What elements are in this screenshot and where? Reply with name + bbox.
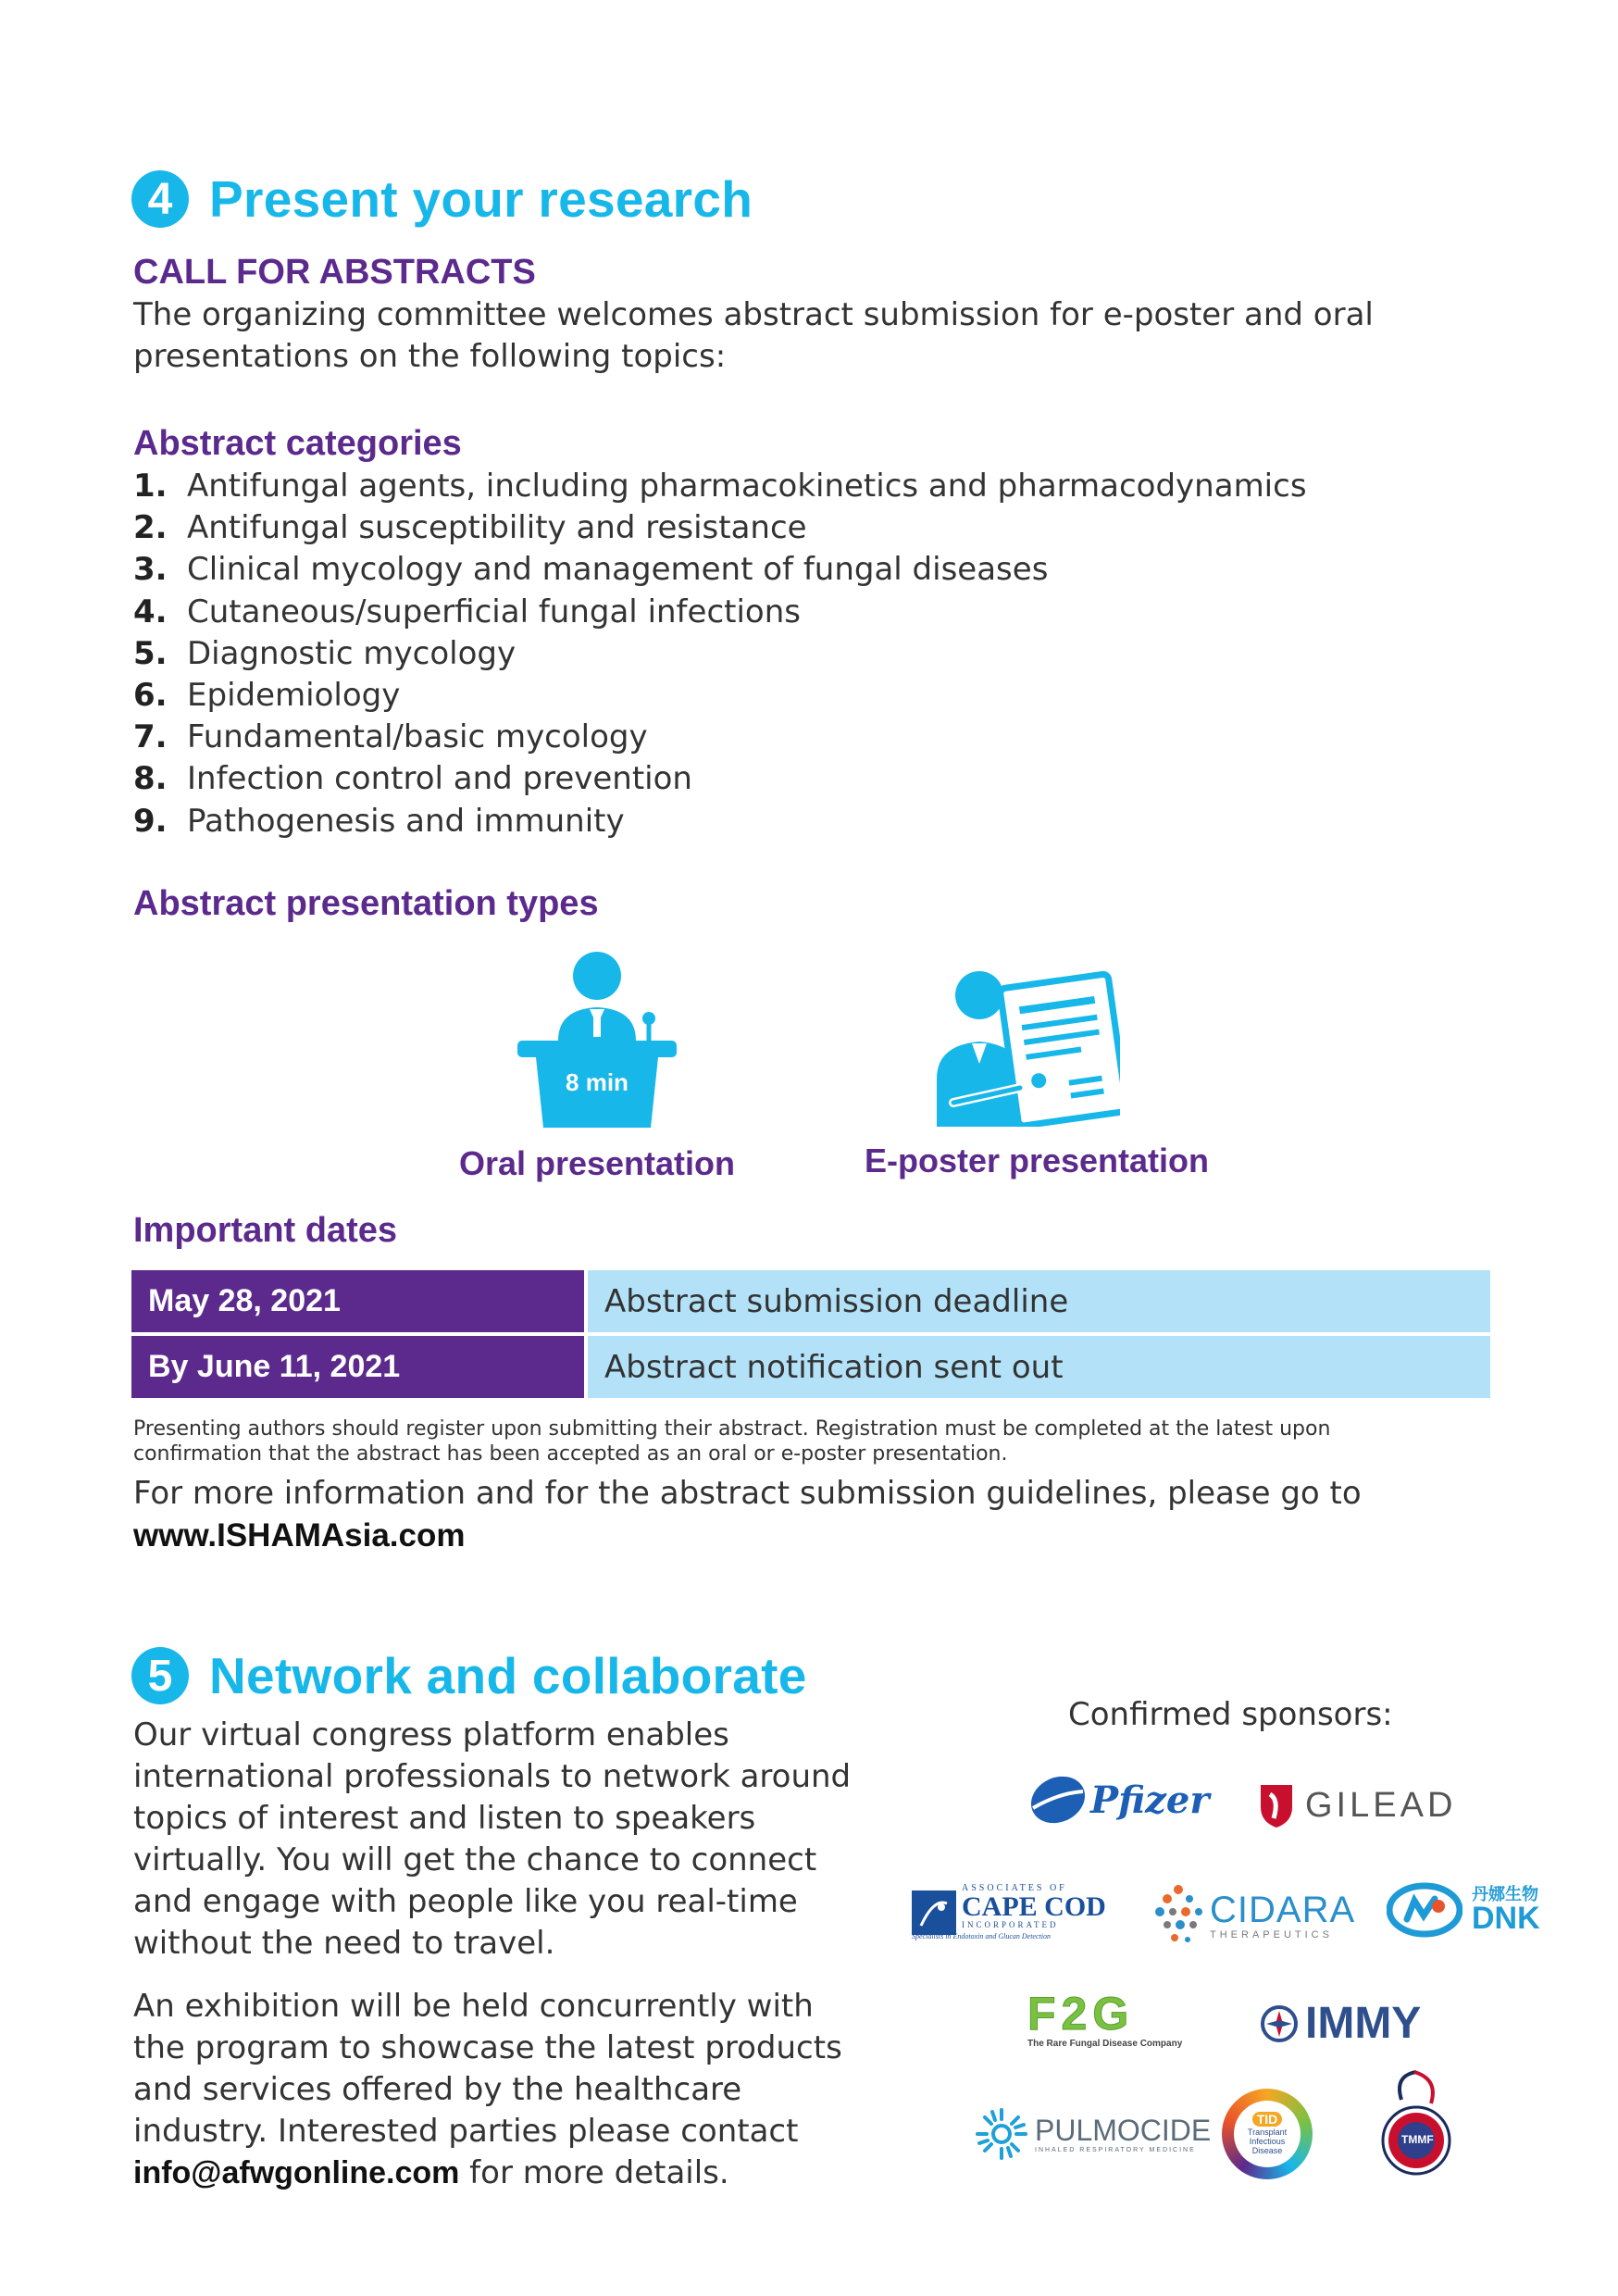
dates-table bbox=[131, 1270, 1490, 1398]
eposter-label: E-poster presentation bbox=[864, 1142, 1210, 1179]
section-5-heading bbox=[131, 1646, 807, 1705]
table-row bbox=[131, 1334, 1490, 1398]
list-item: 2. Antifungal susceptibility and resistance bbox=[133, 509, 807, 547]
pfizer-pill-icon bbox=[1027, 1773, 1089, 1827]
gilead-logo: GILEAD bbox=[1257, 1781, 1456, 1829]
immy-logo: IMMY bbox=[1261, 1998, 1421, 2049]
more-info: For more information and for the abstract submission guidelines, please go to www.ISHAMAsia.com bbox=[133, 1473, 1362, 1556]
list-item: 4. Cutaneous/superficial fungal infections bbox=[133, 593, 801, 630]
important-dates-heading: Important dates bbox=[133, 1211, 398, 1250]
email-link[interactable]: info@afwgonline.com bbox=[133, 2155, 460, 2190]
immy-compass-icon bbox=[1261, 2005, 1298, 2042]
call-for-abstracts-heading: CALL FOR ABSTRACTS bbox=[133, 253, 536, 292]
number-badge: 4 bbox=[131, 170, 189, 228]
website-link[interactable]: www.ISHAMAsia.com bbox=[133, 1517, 466, 1554]
section-title: Network and collaborate bbox=[209, 1647, 807, 1704]
tid-emblem: TID Transplant Infectious Disease bbox=[1222, 2089, 1313, 2179]
section-4-heading bbox=[131, 169, 753, 229]
network-paragraph: Our virtual congress platform enables international professionals to network around topics of interest and listen to speakers virtually. You will get the chance to connect and engage with people like you real-time without the need to travel. bbox=[133, 1716, 852, 1962]
categories-list bbox=[133, 466, 1307, 842]
cidara-dots-icon bbox=[1152, 1884, 1204, 1947]
presentation-types-heading: Abstract presentation types bbox=[133, 884, 599, 923]
tid-logo bbox=[1222, 2089, 1313, 2179]
list-item: 7. Fundamental/basic mycology bbox=[133, 718, 648, 756]
pulmocide-sunburst-icon bbox=[974, 2106, 1029, 2162]
date-cell: By June 11, 2021 bbox=[131, 1334, 586, 1398]
dnk-emblem-icon bbox=[1387, 1882, 1462, 1938]
event-cell: Abstract submission deadline bbox=[586, 1270, 1490, 1334]
capecod-emblem-icon bbox=[912, 1890, 956, 1935]
eposter-presentation bbox=[833, 967, 1240, 1180]
sponsors-heading: Confirmed sponsors: bbox=[1068, 1696, 1393, 1733]
registration-note: Presenting authors should register upon submitting their abstract. Registration must be completed at the latest upon confirmation that the abstract has been accepted as an oral or e-poster presentation. bbox=[133, 1417, 1331, 1466]
cidara-logo: CIDARA THERAPEUTICS bbox=[1152, 1884, 1355, 1947]
list-item: 3. Clinical mycology and management of fungal diseases bbox=[133, 551, 1049, 589]
poster-presenter-icon bbox=[935, 967, 1120, 1127]
exhibition-paragraph: An exhibition will be held concurrently with the program to showcase the latest products and services offered by the healthcare industry. Interested parties please contact info@afwgonline.com for more details. bbox=[133, 1988, 842, 2191]
tmmf-logo: TMMF bbox=[1379, 2066, 1455, 2181]
capecod-logo: ASSOCIATES OF CAPE COD INCORPORATED Specialists in Endotoxin and Glucan Detection bbox=[912, 1883, 1106, 1940]
categories-heading: Abstract categories bbox=[133, 424, 462, 463]
list-item: 8. Infection control and prevention bbox=[133, 760, 692, 798]
number-badge: 5 bbox=[131, 1647, 189, 1704]
intro-text: The organizing committee welcomes abstract submission for e-poster and oral presentations on the following topics: bbox=[133, 296, 1374, 375]
list-item: 6. Epidemiology bbox=[133, 677, 401, 715]
tmmf-emblem-icon bbox=[1379, 2066, 1455, 2181]
table-row bbox=[131, 1270, 1490, 1334]
dnk-logo: 丹娜生物 DNK bbox=[1387, 1882, 1540, 1938]
event-cell: Abstract notification sent out bbox=[586, 1334, 1490, 1398]
oral-presentation bbox=[435, 952, 759, 1183]
pfizer-logo: Pfizer bbox=[1027, 1773, 1209, 1827]
duration-badge: 8 min bbox=[566, 1068, 629, 1096]
list-item: 9. Pathogenesis and immunity bbox=[133, 802, 625, 840]
list-item: 5. Diagnostic mycology bbox=[133, 634, 517, 672]
pulmocide-logo: PULMOCIDE INHALED RESPIRATORY MEDICINE bbox=[974, 2106, 1211, 2162]
gilead-shield-icon bbox=[1257, 1781, 1296, 1829]
section-title: Present your research bbox=[209, 170, 753, 228]
podium-speaker-icon bbox=[514, 952, 680, 1128]
date-cell: May 28, 2021 bbox=[131, 1270, 586, 1334]
f2g-logo: F2G The Rare Fungal Disease Company bbox=[1027, 1988, 1183, 2049]
oral-label: Oral presentation bbox=[458, 1144, 736, 1182]
list-item: 1. Antifungal agents, including pharmacokinetics and pharmacodynamics bbox=[133, 468, 1307, 505]
